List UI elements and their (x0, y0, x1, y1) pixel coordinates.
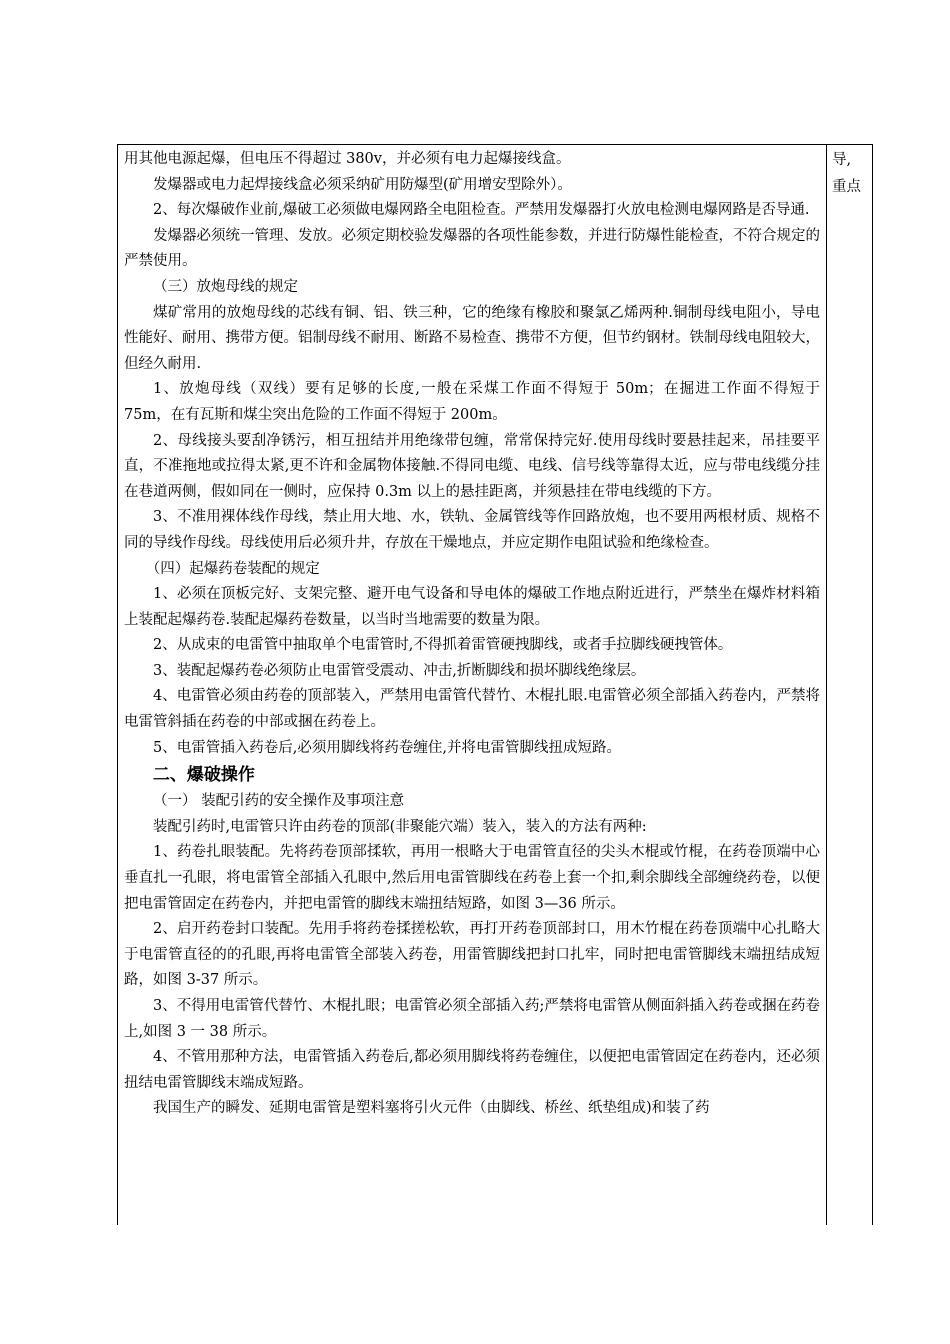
chapter-heading: 二、爆破操作 (152, 765, 255, 786)
paragraph: 2、从成束的电雷管中抽取单个电雷管时,不得抓着雷管硬拽脚线，或者手拉脚线硬拽管体。 (153, 637, 733, 654)
paragraph: 用其他电源起爆，但电压不得超过 380v，并必须有电力起爆接线盒。 (124, 151, 571, 167)
paragraph: 煤矿常用的放炮母线的芯线有铜、铝、铁三种，它的绝缘有橡胶和聚氯乙烯两种.铜制母线电阻小，导电性能好、耐用、携带方便。铝制母线不耐用、断路不易检查、携带不方便，但节约钢材。铁制母线电阻较大，但经久耐用. (124, 304, 820, 372)
paragraph: 1、放炮母线（双线）要有足够的长度,一般在采煤工作面不得短于 50m；在掘进工作面不得短于 75m，在有瓦斯和煤尘突出危险的工作面不得短于 200m。 (124, 381, 820, 423)
paragraph: 3、不准用裸体线作母线，禁止用大地、水，铁轨、金属管线等作回路放炮，也不要用两根材质、规格不同的导线作母线。母线使用后必须升井，存放在干燥地点，并应定期作电阻试验和绝缘检查。 (124, 509, 820, 551)
section-heading: （三）放炮母线的规定 (153, 278, 298, 295)
content-cell (124, 147, 820, 1122)
paragraph: 4、不管用那种方法，电雷管插入药卷后,都必须用脚线将药卷缠住，以便把电雷管固定在药卷内，还必须扭结电雷管脚线末端成短路。 (124, 1049, 820, 1091)
paragraph: 发爆器或电力起焊接线盒必须采纳矿用防爆型(矿用增安型除外）。 (153, 176, 572, 193)
paragraph: 装配引药时,电雷管只许由药卷的顶部(非聚能穴端）装入，装入的方法有两种: (153, 818, 647, 835)
paragraph: 2、启开药卷封口装配。先用手将药卷揉搓松软，再打开药卷顶部封口，用木竹棍在药卷顶端中心扎略大于电雷管直径的的孔眼,再将电雷管全部装入药卷，用雷管脚线把封口扎牢，同时把电雷管脚线末端扭结成短路，如图 3-37 所示。 (124, 921, 820, 989)
notes-cell (832, 147, 872, 201)
section-heading: （一） 装配引药的安全操作及事项注意 (153, 793, 405, 810)
section-heading: （四）起爆药卷装配的规定 (145, 560, 320, 577)
column-divider (826, 145, 827, 1225)
paragraph: 2、每次爆破作业前,爆破工必须做电爆网路全电阻检查。严禁用发爆器打火放电检测电爆网路是否导通. (153, 202, 810, 219)
paragraph: 2、母线接头要刮净锈污，相互扭结并用绝缘带包缠，常常保持完好.使用母线时要悬挂起来，吊挂要平直，不准拖地或拉得太紧,更不许和金属物体接触.不得同电缆、电线、信号线等靠得太近，应与带电线缆分挂在巷道两侧，假如同在一侧时，应保持 0.3m 以上的悬挂距离，并须悬挂在带电线缆的下方。 (124, 432, 820, 500)
paragraph: 3、不得用电雷管代替竹、木棍扎眼；电雷管必须全部插入药;严禁将电雷管从侧面斜插入药卷或捆在药卷上,如图 3 一 38 所示。 (124, 998, 820, 1040)
notes-line: 重点 (832, 179, 861, 195)
paragraph: 发爆器必须统一管理、发放。必须定期校验发爆器的各项性能参数，并进行防爆性能检查，不符合规定的严禁使用。 (124, 227, 820, 270)
paragraph: 3、装配起爆药卷必须防止电雷管受震动、冲击,折断脚线和损坏脚线绝缘层。 (153, 662, 646, 679)
paragraph: 4、电雷管必须由药卷的顶部装入，严禁用电雷管代替竹、木棍扎眼.电雷管必须全部插入药卷内，严禁将电雷管斜插在药卷的中部或捆在药卷上。 (124, 688, 820, 731)
paragraph: 1、必须在顶板完好、支架完整、避开电气设备和导电体的爆破工作地点附近进行，严禁坐在爆炸材料箱上装配起爆药卷.装配起爆药卷数量，以当时当地需要的数量为限。 (124, 586, 820, 628)
notes-line: 导, (832, 152, 852, 168)
paragraph: 1、药卷扎眼装配。先将药卷顶部揉软，再用一根略大于电雷管直径的尖头木棍或竹棍，在药卷顶端中心垂直扎一孔眼，将电雷管全部插入孔眼中,然后用电雷管脚线在药卷上套一个扣,剩余脚线全部缠绕药卷，以便把电雷管固定在药卷内，并把电雷管的脚线末端扭结短路，如图 3—36 所示。 (124, 844, 820, 912)
document-table (117, 144, 873, 1225)
paragraph: 5、电雷管插入药卷后,必须用脚线将药卷缠住,并将电雷管脚线扭成短路。 (153, 739, 621, 756)
paragraph: 我国生产的瞬发、延期电雷管是塑料塞将引火元件（由脚线、桥丝、纸垫组成)和装了药 (153, 1100, 710, 1117)
